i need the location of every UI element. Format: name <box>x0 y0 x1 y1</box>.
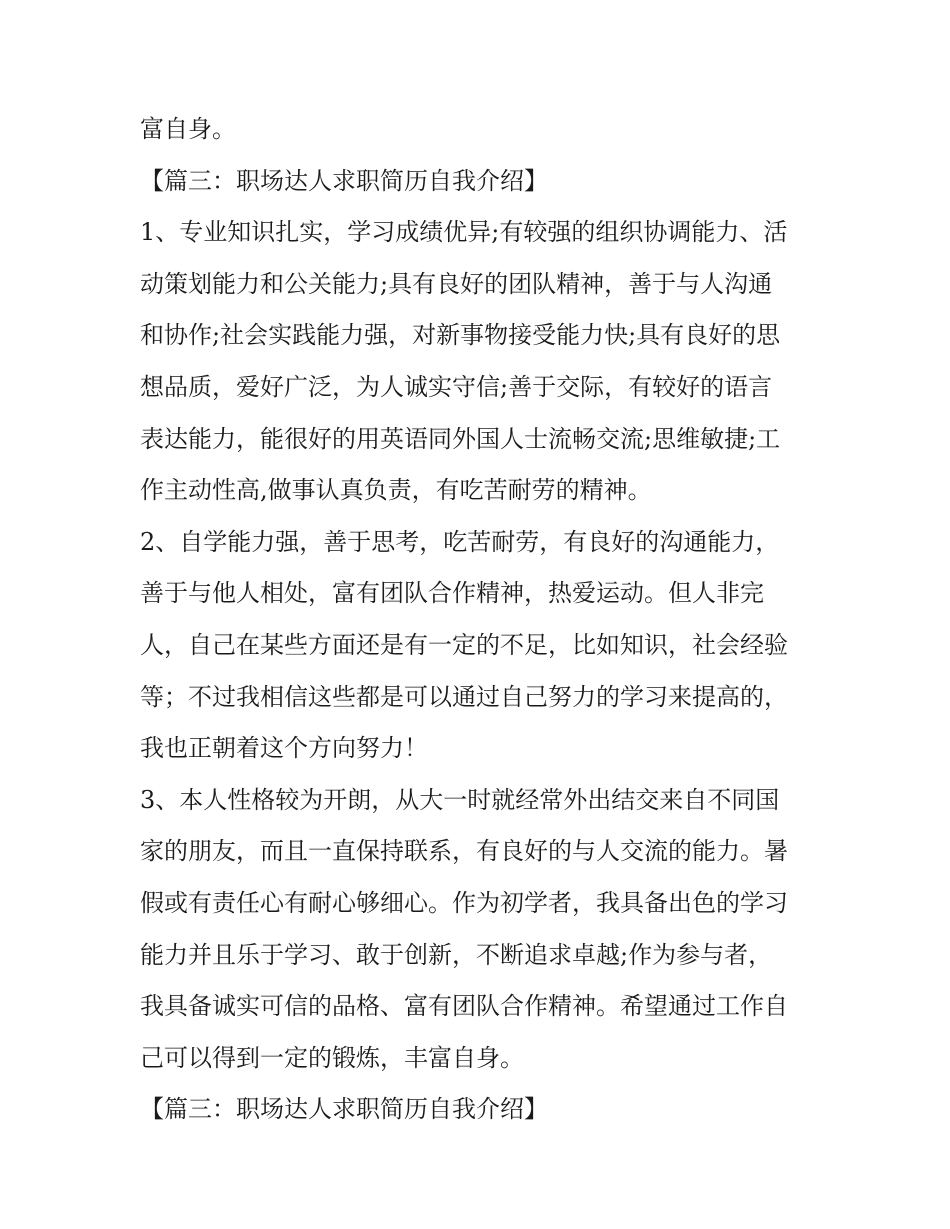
text-line: 表达能力，能很好的用英语同外国人士流畅交流;思维敏捷;工 <box>140 424 781 453</box>
text-line: 己可以得到一定的锻炼，丰富自身。 <box>140 1043 524 1072</box>
text-line: 我也正朝着这个方向努力！ <box>140 734 428 763</box>
text-line: 我具备诚实可信的品格、富有团队合作精神。希望通过工作自 <box>140 992 788 1021</box>
document-body <box>140 104 820 1136</box>
text-line: 作主动性高,做事认真负责，有吃苦耐劳的精神。 <box>140 476 652 505</box>
section-heading: 【篇三：职场达人求职简历自我介绍】 <box>140 1095 548 1124</box>
text-line: 等；不过我相信这些都是可以通过自己努力的学习来提高的， <box>140 682 788 711</box>
text-line: 富自身。 <box>140 115 236 143</box>
text-line: 动策划能力和公关能力;具有良好的团队精神，善于与人沟通 <box>140 269 773 298</box>
text-line: 善于与他人相处，富有团队合作精神，热爱运动。但人非完 <box>140 579 764 608</box>
text-line: 假或有责任心有耐心够细心。作为初学者，我具备出色的学习 <box>140 888 788 917</box>
text-line: 能力并且乐于学习、敢于创新，不断追求卓越;作为参与者， <box>140 940 773 969</box>
text-line: 2、自学能力强，善于思考，吃苦耐劳，有良好的沟通能力， <box>140 527 780 556</box>
section-heading: 【篇三：职场达人求职简历自我介绍】 <box>140 166 548 195</box>
text-line: 3、本人性格较为开朗，从大一时就经常外出结交来自不同国 <box>140 785 780 814</box>
text-line: 和协作;社会实践能力强，对新事物接受能力快;具有良好的思 <box>140 321 781 350</box>
text-line: 人，自己在某些方面还是有一定的不足，比如知识，社会经验 <box>140 630 788 659</box>
text-line: 想品质，爱好广泛，为人诚实守信;善于交际，有较好的语言 <box>140 372 773 401</box>
text-line: 1、专业知识扎实，学习成绩优异;有较强的组织协调能力、活 <box>140 218 788 247</box>
text-line: 家的朋友，而且一直保持联系，有良好的与人交流的能力。暑 <box>140 837 788 866</box>
